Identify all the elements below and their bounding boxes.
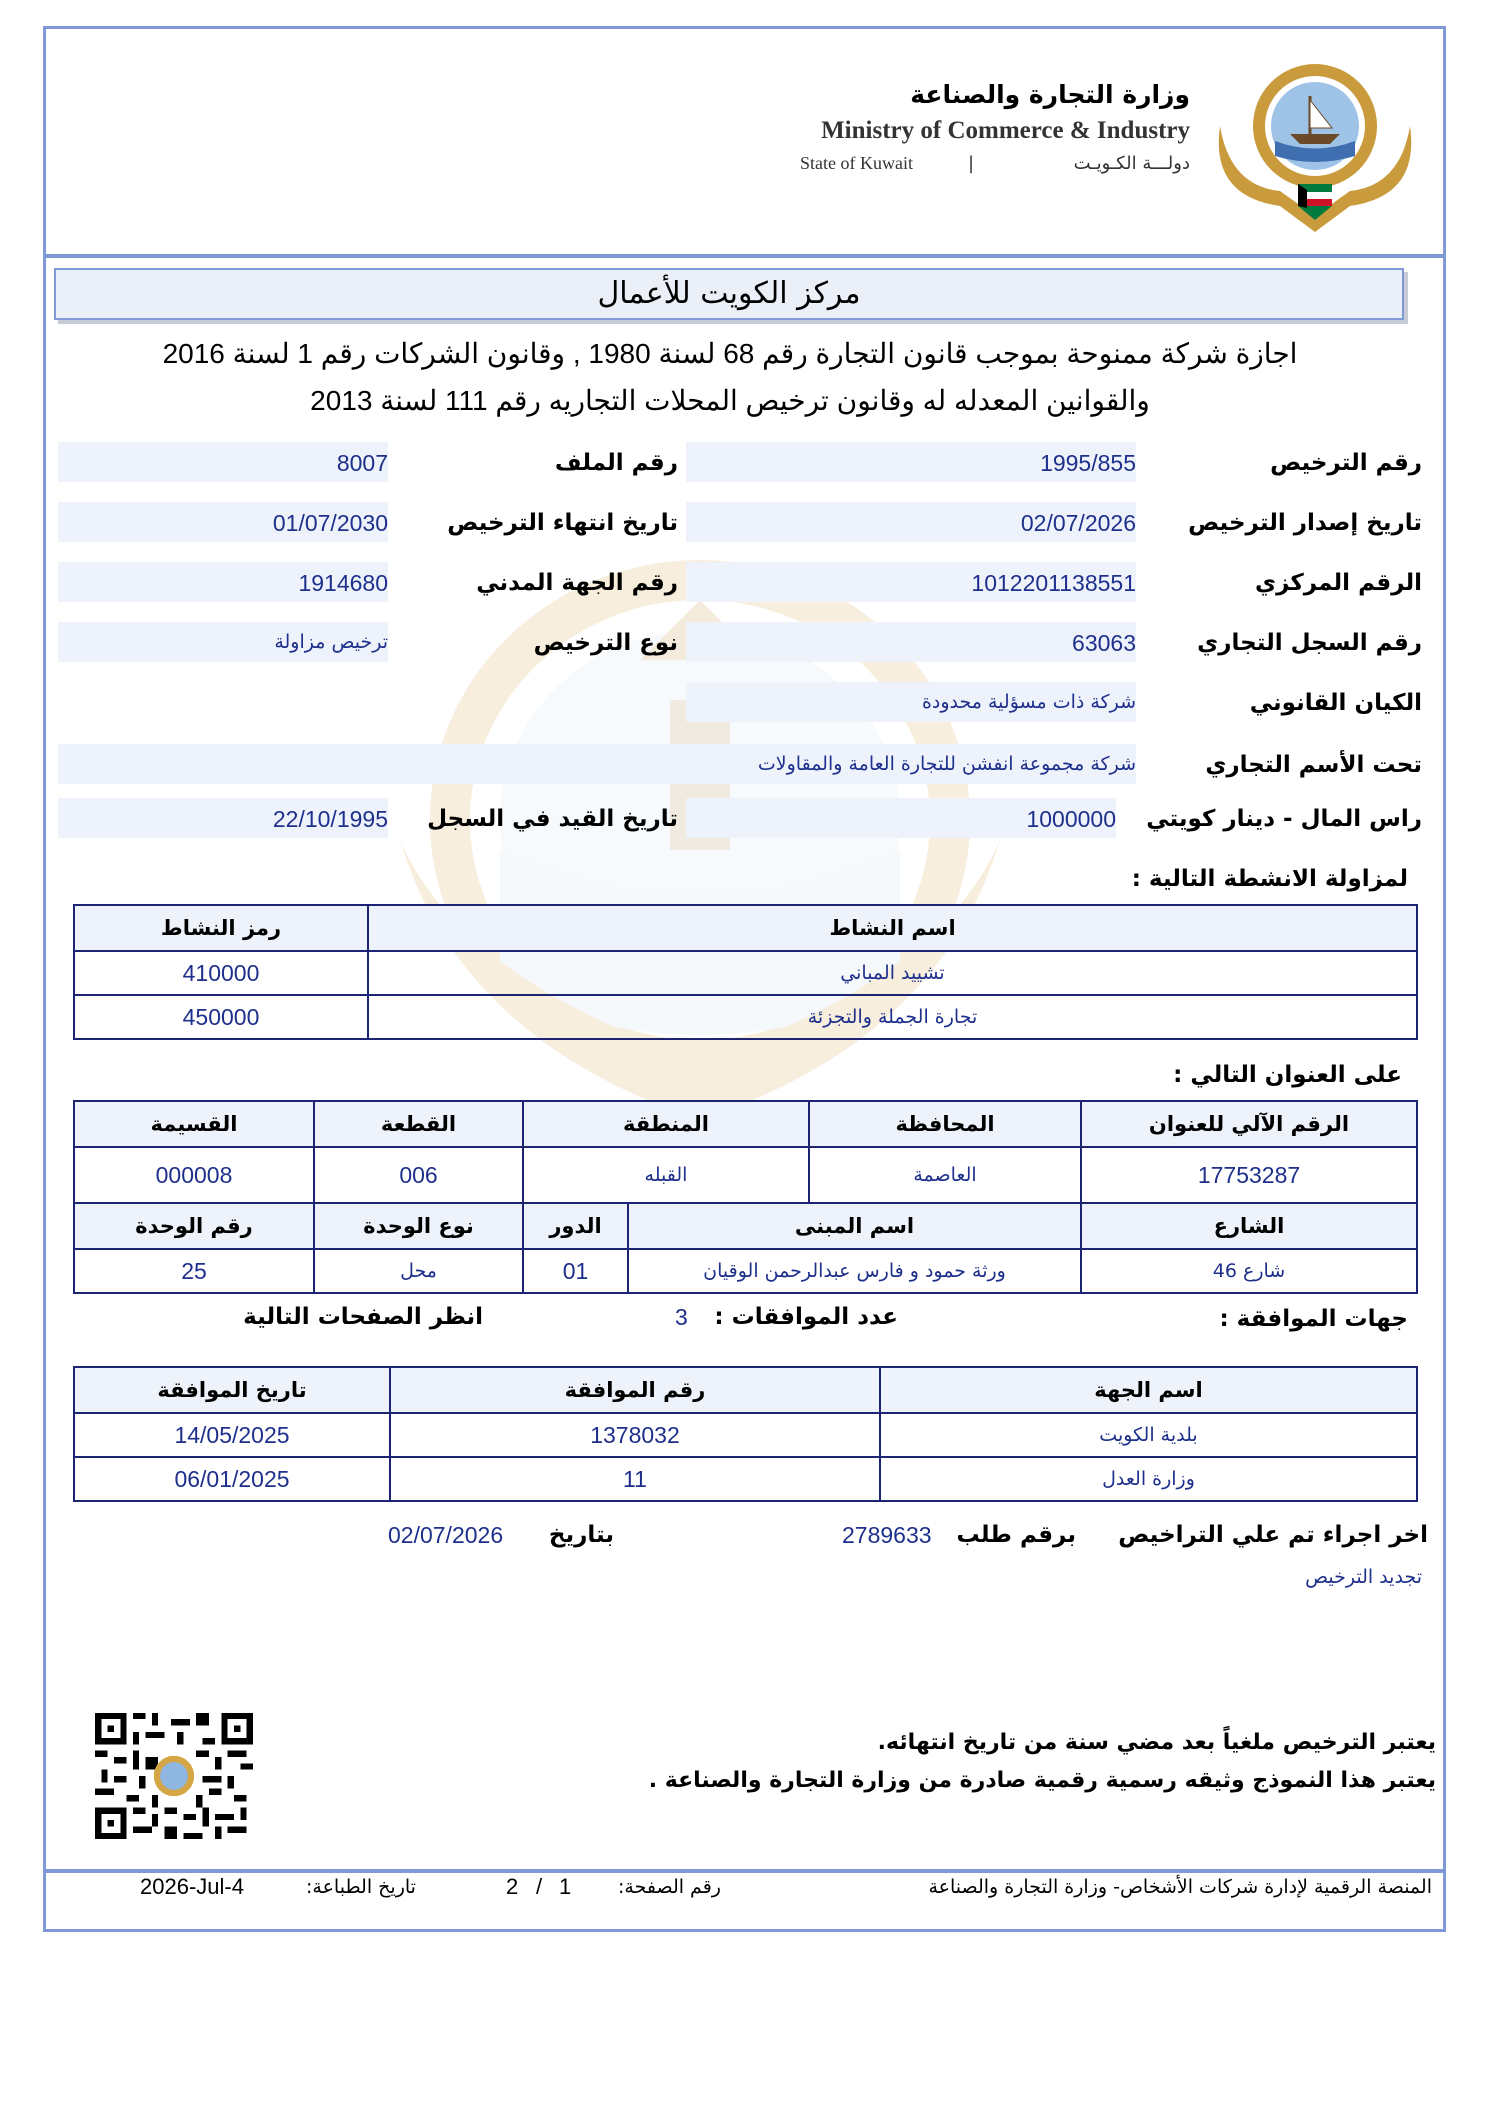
table-row [74, 1249, 1417, 1293]
commercial-reg-label: رقم السجل التجاري [1197, 630, 1422, 656]
request-no-value: 2789633 [842, 1522, 932, 1548]
request-no-label: برقم طلب [956, 1522, 1076, 1548]
approvals-heading: جهات الموافقة : [1219, 1306, 1408, 1332]
legal-entity-field [686, 682, 1136, 722]
address-table-2 [73, 1202, 1418, 1294]
activity-name: تشييد المباني [368, 951, 1417, 995]
page-title: مركز الكويت للأعمال [54, 268, 1404, 320]
approvals-table [73, 1366, 1418, 1502]
see-next-pages: انظر الصفحات التالية [243, 1304, 483, 1330]
license-type-label: نوع الترخيص [533, 630, 678, 656]
address-heading: على العنوان التالي : [1173, 1062, 1402, 1088]
commercial-reg-value: 63063 [1072, 630, 1136, 656]
emblem-watermark-icon [340, 520, 1060, 1180]
legal-entity-label: الكيان القانوني [1249, 690, 1422, 716]
unit-no-value: 25 [74, 1249, 314, 1293]
expiry-date-field [58, 502, 388, 542]
col-block: القطعة [314, 1101, 523, 1147]
col-plot: القسيمة [74, 1101, 314, 1147]
building-value: ورثة حمود و فارس عبدالرحمن الوقيان [628, 1249, 1081, 1293]
license-no-field [686, 442, 1136, 482]
activity-name: تجارة الجملة والتجزئة [368, 995, 1417, 1039]
intro-line-2: والقوانين المعدله له وقانون ترخيص المحلات التجاريه رقم 111 لسنة 2013 [310, 385, 1150, 416]
table-row [74, 951, 1417, 995]
approval-no: 11 [390, 1457, 880, 1501]
footer-page-sep: / [536, 1874, 543, 1899]
intro-line-1: اجازة شركة ممنوحة بموجب قانون التجارة رقم 68 لسنة 1980 , وقانون الشركات رقم 1 لسنة 2016 [162, 338, 1298, 369]
col-building: اسم المبنى [628, 1203, 1081, 1249]
registry-date-label: تاريخ القيد في السجل [427, 806, 678, 832]
file-no-label: رقم الملف [554, 450, 678, 476]
civil-no-label: رقم الجهة المدني [476, 570, 678, 596]
state-name-arabic: دولـــة الكـويـت [1073, 153, 1190, 174]
license-no-label: رقم الترخيص [1270, 450, 1422, 476]
trade-name-field [58, 744, 1136, 784]
approvals-count-value: 3 [675, 1304, 688, 1330]
trade-name-label: تحت الأسم التجاري [1205, 752, 1422, 778]
col-governorate: المحافظة [809, 1101, 1081, 1147]
file-no-value: 8007 [336, 450, 388, 476]
footer-platform: المنصة الرقمية لإدارة شركات الأشخاص- وزارة التجارة والصناعة [928, 1876, 1432, 1898]
ministry-name-english: Ministry of Commerce & Industry [821, 117, 1190, 144]
footer-page-total: 2 [506, 1874, 519, 1899]
col-approval-entity: اسم الجهة [880, 1367, 1417, 1413]
col-unit-type: نوع الوحدة [314, 1203, 523, 1249]
footer-page-no: 1 [559, 1874, 572, 1899]
col-activity-code: رمز النشاط [74, 905, 368, 951]
state-line [800, 153, 1190, 179]
footer-separator [43, 1869, 1446, 1873]
last-action-label: اخر اجراء تم علي التراخيص [1118, 1522, 1428, 1548]
trade-name-value: شركة مجموعة انفشن للتجارة العامة والمقاولات [757, 753, 1136, 775]
block-value: 006 [314, 1147, 523, 1203]
col-floor: الدور [523, 1203, 628, 1249]
col-activity-name: اسم النشاط [368, 905, 1417, 951]
col-street: الشارع [1081, 1203, 1417, 1249]
approval-date: 14/05/2025 [74, 1413, 390, 1457]
capital-field [686, 798, 1116, 838]
state-name-english: State of Kuwait [800, 153, 913, 173]
license-type-field [58, 622, 388, 662]
ministry-name-arabic: وزارة التجارة والصناعة [910, 80, 1190, 109]
license-no-value: 1995/855 [1040, 450, 1136, 476]
central-no-field [686, 562, 1136, 602]
footer-print-date: 2026-Jul-4 [140, 1874, 244, 1899]
header-separator [43, 254, 1446, 258]
approval-date: 06/01/2025 [74, 1457, 390, 1501]
activity-code: 410000 [74, 951, 368, 995]
registry-date-value: 22/10/1995 [272, 806, 388, 832]
approval-no: 1378032 [390, 1413, 880, 1457]
col-paci-no: الرقم الآلي للعنوان [1081, 1101, 1417, 1147]
central-no-label: الرقم المركزي [1255, 570, 1422, 596]
approval-entity: وزارة العدل [880, 1457, 1417, 1501]
table-row [74, 995, 1417, 1039]
activity-code: 450000 [74, 995, 368, 1039]
qr-code-icon [95, 1712, 253, 1840]
civil-no-field [58, 562, 388, 602]
table-row [74, 1413, 1417, 1457]
expiry-date-label: تاريخ انتهاء الترخيص [447, 510, 678, 536]
floor-value: 01 [523, 1249, 628, 1293]
note-2: يعتبر هذا النموذج وثيقه رسمية رقمية صادرة من وزارة التجارة والصناعة . [648, 1768, 1436, 1793]
plot-value: 000008 [74, 1147, 314, 1203]
capital-label: راس المال - دينار كويتي [1146, 806, 1422, 832]
action-date-value: 02/07/2026 [388, 1522, 504, 1548]
note-1: يعتبر الترخيص ملغياً بعد مضي سنة من تاريخ انتهائه. [877, 1730, 1436, 1755]
legal-entity-value: شركة ذات مسؤلية محدودة [921, 691, 1136, 713]
col-unit-no: رقم الوحدة [74, 1203, 314, 1249]
footer-page-label: رقم الصفحة: [618, 1876, 721, 1898]
approvals-count-label: عدد الموافقات : [714, 1304, 898, 1330]
street-value: شارع 46 [1081, 1249, 1417, 1293]
approval-entity: بلدية الكويت [880, 1413, 1417, 1457]
registry-date-field [58, 798, 388, 838]
action-date-label: بتاريخ [548, 1522, 614, 1548]
governorate-value: العاصمة [809, 1147, 1081, 1203]
license-type-value: ترخيص مزاولة [274, 631, 388, 653]
activities-heading: لمزاولة الانشطة التالية : [1131, 866, 1408, 892]
central-no-value: 1012201138551 [971, 570, 1136, 596]
address-table-1 [73, 1100, 1418, 1204]
civil-no-value: 1914680 [298, 570, 388, 596]
col-approval-date: تاريخ الموافقة [74, 1367, 390, 1413]
issue-date-label: تاريخ إصدار الترخيص [1188, 510, 1422, 536]
capital-value: 1000000 [1026, 806, 1116, 832]
file-no-field [58, 442, 388, 482]
commercial-reg-field [686, 622, 1136, 662]
expiry-date-value: 01/07/2030 [272, 510, 388, 536]
paci-value: 17753287 [1081, 1147, 1417, 1203]
unit-type-value: محل [314, 1249, 523, 1293]
issue-date-field [686, 502, 1136, 542]
state-separator: | [968, 153, 975, 174]
issue-date-value: 02/07/2026 [1020, 510, 1136, 536]
table-row [74, 1147, 1417, 1203]
area-value: القبله [523, 1147, 809, 1203]
last-action-value: تجديد الترخيص [1305, 1566, 1422, 1588]
footer-print-label: تاريخ الطباعة: [306, 1876, 416, 1898]
kuwait-emblem-icon [1210, 56, 1420, 232]
table-row [74, 1457, 1417, 1501]
col-approval-no: رقم الموافقة [390, 1367, 880, 1413]
activities-table [73, 904, 1418, 1040]
col-area: المنطقة [523, 1101, 809, 1147]
